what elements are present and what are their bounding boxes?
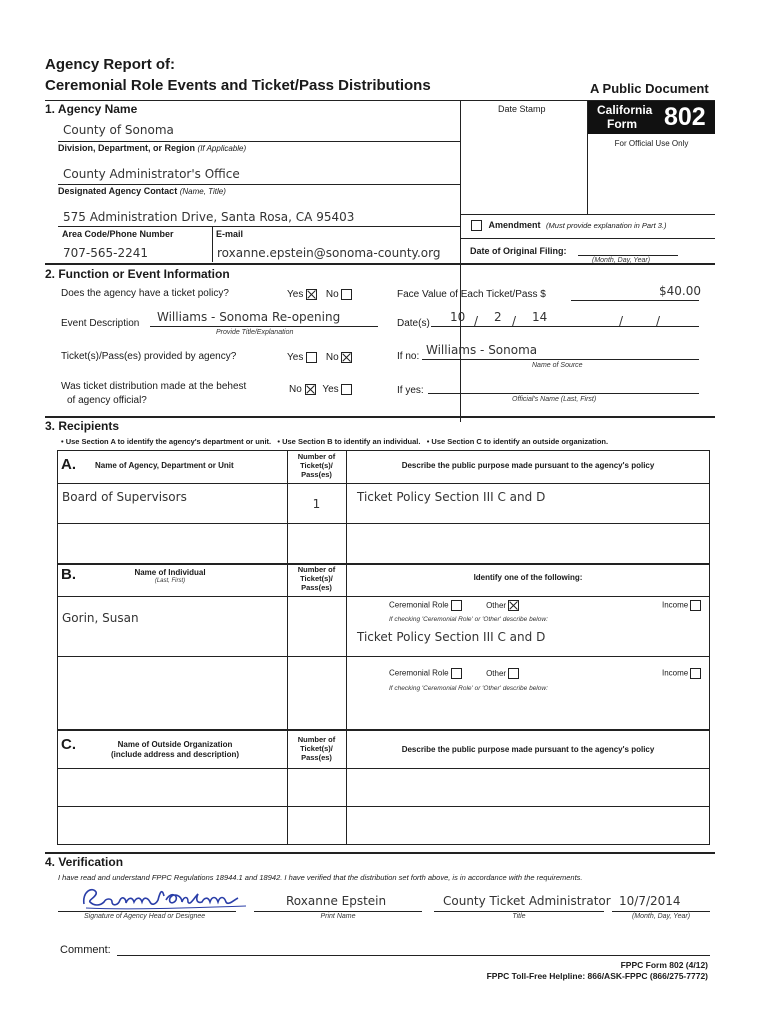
section-a-count-header-2: Ticket(s)/: [300, 461, 333, 470]
official-use-label: For Official Use Only: [614, 139, 689, 148]
date-slash-2: /: [512, 314, 517, 328]
event-description-line[interactable]: [150, 326, 378, 327]
face-value-line[interactable]: [571, 300, 699, 301]
row2-income-checkbox[interactable]: [690, 668, 701, 679]
event-description-value: Williams - Sonoma Re-opening: [157, 310, 341, 324]
section-a-header-rule: [57, 483, 710, 484]
section1-heading: 1. Agency Name: [45, 102, 138, 116]
section2-heading: 2. Function or Event Information: [45, 267, 230, 281]
division-rule: [58, 184, 460, 185]
behest-yes-label: Yes: [322, 384, 339, 396]
row1-other-label: Other: [486, 600, 507, 610]
section-b-row1-hint: If checking 'Ceremonial Role' or 'Other' describe below:: [389, 616, 548, 623]
footer-form-id: FPPC Form 802 (4/12): [620, 960, 708, 970]
division-label-row: [58, 143, 246, 153]
behest-no-label: No: [289, 384, 302, 396]
signature-image: [78, 882, 253, 914]
form-title-line2: Ceremonial Role Events and Ticket/Pass Distributions: [45, 77, 431, 94]
section-b-row2-income: [662, 668, 701, 679]
provided-yes-checkbox[interactable]: [306, 352, 317, 363]
face-value-value: $40.00: [659, 284, 701, 298]
verification-date-value: 10/7/2014: [619, 894, 681, 908]
ticket-provided-question: Ticket(s)/Pass(es) provided by agency?: [61, 351, 237, 362]
section-b-row1-income: [662, 600, 701, 611]
section-c-count-header-1: Number of: [297, 735, 336, 744]
footer-helpline: FPPC Toll-Free Helpline: 866/ASK-FPPC (866/275-7772): [486, 971, 708, 981]
behest-options: [289, 384, 352, 395]
comment-label: Comment:: [60, 944, 111, 956]
row2-income-label: Income: [662, 668, 689, 678]
phone-value: 707-565-2241: [63, 246, 149, 260]
section-c-col1-header-2: (include address and description): [110, 750, 240, 759]
section-b-count-header: [287, 565, 346, 592]
contact-value: 575 Administration Drive, Santa Rosa, CA 95403: [63, 210, 355, 224]
date-slash-1: /: [474, 314, 479, 328]
behest-question-line1: Was ticket distribution made at the behest: [61, 381, 247, 392]
section-b-row1-name: Gorin, Susan: [62, 611, 139, 625]
verification-statement: I have read and understand FPPC Regulations 18944.1 and 18942. I have verified that the distribution set forth above, is in accordance with the requirements.: [58, 873, 583, 882]
print-name-value: Roxanne Epstein: [286, 894, 387, 908]
behest-no-checkbox[interactable]: [305, 384, 316, 395]
division-label: Division, Department, or Region: [58, 143, 196, 153]
section-c-letter: C.: [61, 736, 76, 753]
form-badge-number: 802: [664, 103, 706, 131]
amendment-hint: (Must provide explanation in Part 3.): [546, 221, 667, 230]
provided-yes-label: Yes: [287, 352, 304, 364]
recipient-instructions: • Use Section A to identify the agency's department or unit. • Use Section B to identify an individual. • Use Section C to identify an outside organization.: [61, 437, 609, 446]
row1-ceremonial-label: Ceremonial Role: [389, 600, 449, 610]
behest-yes-checkbox[interactable]: [341, 384, 352, 395]
source-line[interactable]: [422, 359, 699, 360]
section-c-count-header-3: Pass(es): [301, 753, 332, 762]
agency-name-rule: [58, 141, 460, 142]
row1-income-label: Income: [662, 600, 689, 610]
row1-other-checkbox[interactable]: [508, 600, 519, 611]
section-c-col1-header: [90, 740, 260, 760]
section3-bottom-rule: [45, 852, 715, 854]
right-column-divider: [460, 100, 461, 422]
section-b-count-header-2: Ticket(s)/: [300, 574, 333, 583]
section-a-count-header-1: Number of: [297, 452, 336, 461]
section-b-row1-purpose: Ticket Policy Section III C and D: [357, 630, 546, 644]
section-a-col3-header: Describe the public purpose made pursuant to the agency's policy: [401, 461, 655, 470]
amendment-row: [471, 220, 667, 231]
print-name-label: Print Name: [320, 913, 356, 920]
row2-other-checkbox[interactable]: [508, 668, 519, 679]
ticket-policy-question: Does the agency have a ticket policy?: [61, 288, 229, 299]
section-b-count-header-3: Pass(es): [301, 583, 332, 592]
date-stamp-label: Date Stamp: [498, 104, 546, 114]
section-a-count-header-3: Pass(es): [301, 470, 332, 479]
signature-line[interactable]: [58, 911, 236, 912]
provided-no-checkbox[interactable]: [341, 352, 352, 363]
phone-email-divider: [212, 226, 213, 262]
form-badge-word: Form: [607, 117, 637, 131]
section-b-table: [57, 564, 710, 730]
section-c-count-header-2: Ticket(s)/: [300, 744, 333, 753]
section-c-col3-header: Describe the public purpose made pursuant to the agency's policy: [401, 745, 655, 754]
section-b-col3-header: Identify one of the following:: [473, 573, 583, 582]
contact-hint: (Name, Title): [179, 187, 226, 196]
date-year: 14: [532, 310, 548, 324]
row2-other-label: Other: [486, 668, 507, 678]
face-value-label: Face Value of Each Ticket/Pass $: [397, 289, 546, 300]
if-yes-label: If yes:: [397, 385, 424, 396]
section-c-count-header: [287, 735, 346, 762]
verification-date-label: (Month, Day, Year): [631, 913, 691, 920]
event-description-hint: Provide Title/Explanation: [216, 329, 294, 336]
policy-no-checkbox[interactable]: [341, 289, 352, 300]
official-name-line[interactable]: [428, 393, 699, 394]
original-filing-hint: (Month, Day, Year): [592, 257, 651, 264]
section4-heading: 4. Verification: [45, 855, 124, 869]
section1-bottom-rule: [45, 263, 715, 265]
event-description-label: Event Description: [61, 318, 140, 329]
source-hint: Name of Source: [532, 362, 583, 369]
amendment-checkbox[interactable]: [471, 220, 482, 231]
section-b-row2-options: [389, 668, 519, 679]
dates-label: Date(s): [397, 318, 430, 329]
public-document-label: A Public Document: [590, 81, 709, 96]
section3-heading: 3. Recipients: [45, 419, 120, 433]
policy-no-label: No: [325, 289, 339, 301]
ticket-provided-options: [287, 352, 352, 363]
section-a-letter: A.: [61, 456, 76, 473]
section-b-row2-hint: If checking 'Ceremonial Role' or 'Other' describe below:: [389, 685, 548, 692]
title-label: Title: [512, 913, 526, 920]
form-badge: [588, 101, 715, 134]
date-slash-3: /: [619, 314, 624, 328]
division-value: County Administrator's Office: [63, 167, 240, 181]
section-b-row1-options: [389, 600, 519, 611]
email-label: E-mail: [216, 229, 244, 239]
section-b-col1-header: Name of Individual: [134, 568, 206, 577]
phone-label: Area Code/Phone Number: [62, 229, 174, 239]
division-hint: (If Applicable): [197, 144, 247, 153]
date-month: 10: [450, 310, 466, 324]
if-no-label: If no:: [397, 351, 420, 362]
row1-income-checkbox[interactable]: [690, 600, 701, 611]
contact-label-row: [58, 186, 226, 196]
form-badge-state: California: [597, 103, 653, 117]
official-name-hint: Official's Name (Last, First): [512, 396, 597, 403]
verification-date-line[interactable]: [612, 911, 710, 912]
signature-label: Signature of Agency Head or Designee: [84, 913, 206, 920]
form-title-line1: Agency Report of:: [45, 56, 176, 73]
section-b-col1-hint: (Last, First): [154, 578, 186, 584]
section-b-letter: B.: [61, 566, 76, 583]
print-name-line[interactable]: [254, 911, 422, 912]
section2-bottom-rule: [45, 416, 715, 418]
section-a-row1-purpose: Ticket Policy Section III C and D: [357, 490, 546, 504]
section-c-header-rule: [57, 768, 710, 769]
date-day: 2: [494, 310, 502, 324]
source-value: Williams - Sonoma: [426, 343, 538, 357]
section-c-row1-rule: [57, 806, 710, 807]
row2-ceremonial-checkbox[interactable]: [451, 668, 462, 679]
original-filing-line[interactable]: [578, 255, 678, 256]
ticket-policy-options: [287, 289, 352, 300]
stamp-box-bottom: [460, 214, 715, 215]
section-a-row1-rule: [57, 523, 710, 524]
email-value: roxanne.epstein@sonoma-county.org: [217, 246, 441, 260]
provided-no-label: No: [325, 352, 339, 364]
row2-ceremonial-label: Ceremonial Role: [389, 668, 449, 678]
policy-yes-checkbox[interactable]: [306, 289, 317, 300]
original-filing-label: Date of Original Filing:: [470, 246, 567, 256]
title-line[interactable]: [434, 911, 604, 912]
date-slash-4: /: [656, 314, 661, 328]
row1-ceremonial-checkbox[interactable]: [451, 600, 462, 611]
section-b-count-header-1: Number of: [297, 565, 336, 574]
section-c-col1-header-1: Name of Outside Organization: [117, 740, 233, 749]
section-b-header-rule: [57, 596, 710, 597]
amendment-label: Amendment: [488, 220, 541, 230]
section-b-col-divider-2: [346, 564, 347, 730]
title-value: County Ticket Administrator: [443, 894, 611, 908]
policy-yes-label: Yes: [287, 289, 304, 301]
section-a-row1-name: Board of Supervisors: [62, 490, 187, 504]
contact-label: Designated Agency Contact: [58, 186, 178, 196]
contact-rule: [58, 226, 460, 227]
amendment-rule: [460, 238, 715, 239]
agency-name-value: County of Sonoma: [63, 123, 174, 137]
section-a-col1-header: Name of Agency, Department or Unit: [95, 461, 234, 470]
comment-line[interactable]: [117, 955, 710, 956]
section-a-row1-count: 1: [312, 497, 321, 511]
behest-question-line2: of agency official?: [67, 395, 147, 406]
section-b-row1-rule: [57, 656, 710, 657]
section-a-count-header: [287, 452, 346, 479]
